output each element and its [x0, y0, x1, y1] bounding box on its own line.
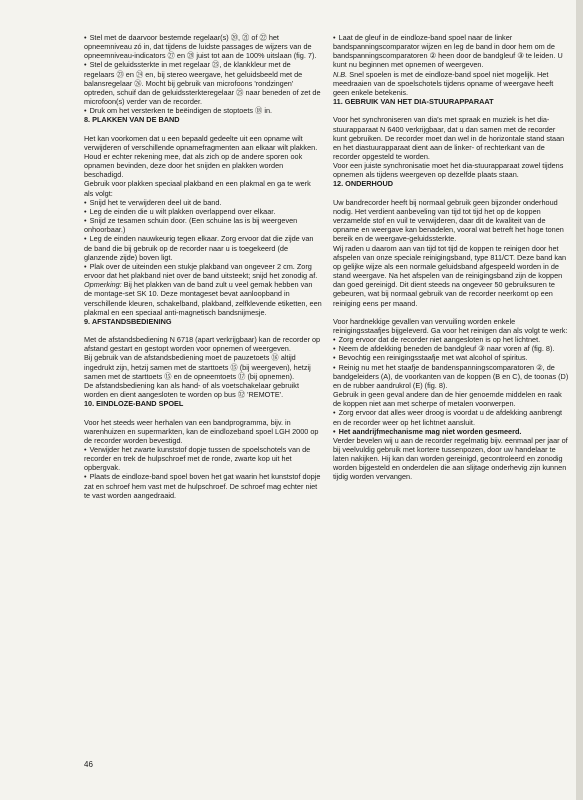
- note-text: Bij het plakken van de band zult u veel gemak hebben van de montage-set SK 10. Deze montageset bevat aanloopband in verschillende kleuren, schakelband, plakband, zelfklevende etiketten, een plakmal en een speciaal anti-magnetisch bandsnijmesje.: [84, 280, 322, 317]
- bullet-item: • Plaats de eindloze-band spoel boven het gat waarin het kunststof dopje zat en schroef hem vast met de hulpschroef. De schroef mag echter niet te vast worden aangedraaid.: [84, 472, 322, 499]
- bullet-item: • Leg de einden nauwkeurig tegen elkaar. Zorg ervoor dat die zijde van de band die bij gebruik op de recorder naar u is toegekeerd (de glanzende zijde) boven ligt.: [84, 234, 322, 261]
- section-heading: 10. EINDLOZE-BAND SPOEL: [84, 399, 184, 409]
- bullet-item: • Druk om het versterken te beëindigen de stoptoets ⑱ in.: [84, 106, 322, 115]
- bullet-item: • Snijd het te verwijderen deel uit de band.: [84, 198, 322, 207]
- body-paragraph: Uw bandrecorder heeft bij normaal gebruik geen bijzonder onderhoud nodig. Het verdient aanbeveling van tijd tot tijd het op de koppen verzamelde stof en vuil te verwijderen, daar dit de kwaliteit van de opname en weergave kan benadelen, vooral wat betreft het hoge tonen bereik en de weergave-geluidssterkte.: [333, 197, 564, 244]
- note-text: Snel spoelen is met de eindloze-band spoel niet mogelijk. Het meedraaien van de spoelschotels tijdens opname of weergave heeft geen enkele betekenis.: [333, 69, 554, 97]
- section-heading: 12. ONDERHOUD: [333, 179, 394, 189]
- bullet-item: • Zorg ervoor dat alles weer droog is voordat u de afdekking aanbrengt en de recorder weer op het lichtnet aansluit.: [333, 408, 570, 426]
- bullet-item: • Stel met de daarvoor bestemde regelaar(s) ⑳, ㉑ of ㉒ het opneemniveau zó in, dat tijdens de luidste passages de wijzers van de opneemniveau-indicators ㉗ en ㉘ juist tot aan de 100% uitslaan (fig. 7).: [84, 33, 322, 60]
- body-paragraph: Voor een juiste synchronisatie moet het dia-stuurapparaat zowel tijdens opnemen als tijdens weergeven op dezelfde plaats staan.: [333, 161, 564, 180]
- bullet-item: • Stel de geluidssterkte in met regelaar ㉕, de klankkleur met de regelaars ㉓ en ㉔ en, bij stereo weergave, het geluidsbeeld met de balansregelaar ㉖. Mocht bij gebruik van microfoons 'rondzingen' optreden, schuif dan de geluidssterkteregelaar ㉕ naar beneden of zet de microfoon(s) verder van de recorder.: [84, 60, 322, 106]
- bullet-item: • Snijd ze tesamen schuin door. (Een schuine las is bij weergeven onhoorbaar.): [84, 216, 322, 234]
- note-label: N.B.: [333, 69, 348, 79]
- body-paragraph: Gebruik voor plakken speciaal plakband en een plakmal en ga te werk als volgt:: [84, 179, 311, 198]
- right-column: [333, 33, 570, 482]
- body-paragraph: Wij raden u daarom aan van tijd tot tijd de koppen te reinigen door het afspelen van onze speciale reinigingsband, type 811/CT. Deze band kan op gelijke wijze als een normale geluidsband afgespeeld worden in de stand weergave. Na het afspelen van de reinigingsband zijn de koppen dan goed gereinigd. Dit dient steeds na ongeveer 50 gebruiksuren te gebeuren, wat bij normaal gebruik van de recorder neerkomt op een reiniging eens per maand.: [333, 243, 567, 308]
- body-paragraph: Houd er echter rekening mee, dat als zich op de andere sporen ook opnamen bevinden, deze door het snijden en plakken worden beschadigd.: [84, 152, 303, 180]
- body-paragraph: De afstandsbediening kan als hand- of als voetschakelaar gebruikt worden en dient aangesloten te worden op bus ㉜ 'REMOTE'.: [84, 380, 299, 400]
- note-paragraph: [84, 280, 322, 317]
- section-heading: 9. AFSTANDSBEDIENING: [84, 316, 172, 326]
- bullet-item: • Neem de afdekking beneden de bandgleuf ③ naar voren af (fig. 8).: [333, 344, 570, 353]
- body-paragraph: Het kan voorkomen dat u een bepaald gedeelte uit een opname wilt verwijderen of verschillende opnamefragmenten aan elkaar wilt plakken.: [84, 133, 318, 152]
- body-paragraph: Voor het synchroniseren van dia's met spraak en muziek is het dia-stuurapparaat N 6400 verkrijgbaar, dat u dan samen met de recorder kunt gebruiken. De recorder moet dan wel in de horizontale stand staan en het diastuurapparaat dient aan de linker- of rechterkant van de recorder opgesteld te worden.: [333, 115, 565, 162]
- page-number: 46: [84, 760, 93, 769]
- bullet-item: • Verwijder het zwarte kunststof dopje tussen de spoelschotels van de recorder en trek de hulpschroef met de ronde, zwarte kop uit het opbergvak.: [84, 445, 322, 472]
- body-paragraph: Voor hardnekkige gevallen van vervuiling worden enkele reinigingsstaafjes bijgeleverd. Ga voor het reinigen dan als volgt te werk:: [333, 316, 568, 335]
- bullet-item: • Leg de einden die u wilt plakken overlappend over elkaar.: [84, 207, 322, 216]
- binding-edge: [576, 0, 583, 800]
- body-paragraph: Verder bevelen wij u aan de recorder regelmatig bijv. eenmaal per jaar of bij veelvuldig gebruik met kortere tussenpozen, door uw handelaar te laten nakijken. Hij kan dan worden gereinigd, gecontroleerd en zonodig worden bijgesteld en onderdelen die aan slijtage onderhevig zijn kunnen tijdig worden vervangen.: [333, 435, 568, 482]
- note-label: Opmerking:: [84, 280, 122, 290]
- left-column: [84, 33, 322, 500]
- body-paragraph: Met de afstandsbediening N 6718 (apart verkrijgbaar) kan de recorder op afstand gestart en gestopt worden voor opnemen of weergeven.: [84, 335, 321, 354]
- body-paragraph: Gebruik in geen geval andere dan de hier genoemde middelen en raak de koppen niet aan met scherpe of metalen voorwerpen.: [333, 390, 562, 409]
- bullet-item: • Zorg ervoor dat de recorder niet aangesloten is op het lichtnet.: [333, 335, 570, 344]
- bullet-item: • Bevochtig een reinigingsstaafje met wat alcohol of spiritus.: [333, 353, 570, 362]
- body-paragraph: Voor het steeds weer herhalen van een bandprogramma, bijv. in warenhuizen en supermarkten, kan de eindlozeband spoel LGH 2000 op de recorder worden bevestigd.: [84, 417, 319, 445]
- bullet-item: • Plak over de uiteinden een stukje plakband van ongeveer 2 cm. Zorg ervoor dat het plakband niet over de band uitsteekt; snijd het zonodig af.: [84, 262, 322, 280]
- bullet-item: • Het aandrijfmechanisme mag niet worden gesmeerd.: [333, 427, 570, 436]
- note-paragraph: [333, 70, 570, 97]
- bullet-item: • Reinig nu met het staafje de bandenspanningscomparatoren ②, de bandgeleiders (A), de voorkanten van de koppen (B en C), de toonas (D) en de rubber aandrukrol (E) (fig. 8).: [333, 363, 570, 390]
- bullet-item: • Laat de gleuf in de eindloze-band spoel naar de linker bandspanningscomparator wijzen en leg de band in door hem om de bandspanningscomparatoren ② heen door de bandgleuf ③ te leiden. U kunt nu beginnen met opnemen of weergeven.: [333, 33, 570, 70]
- body-paragraph: Bij gebruik van de afstandsbediening moet de pauzetoets ⑯ altijd ingedrukt zijn, hetzij samen met de starttoets ⑮ (bij weergeven), hetzij samen met de starttoets ⑮ en de opneemtoets ⑰ (bij opnemen).: [84, 353, 311, 381]
- section-heading: 8. PLAKKEN VAN DE BAND: [84, 115, 180, 125]
- section-heading: 11. GEBRUIK VAN HET DIA-STUURAPPARAAT: [333, 97, 494, 107]
